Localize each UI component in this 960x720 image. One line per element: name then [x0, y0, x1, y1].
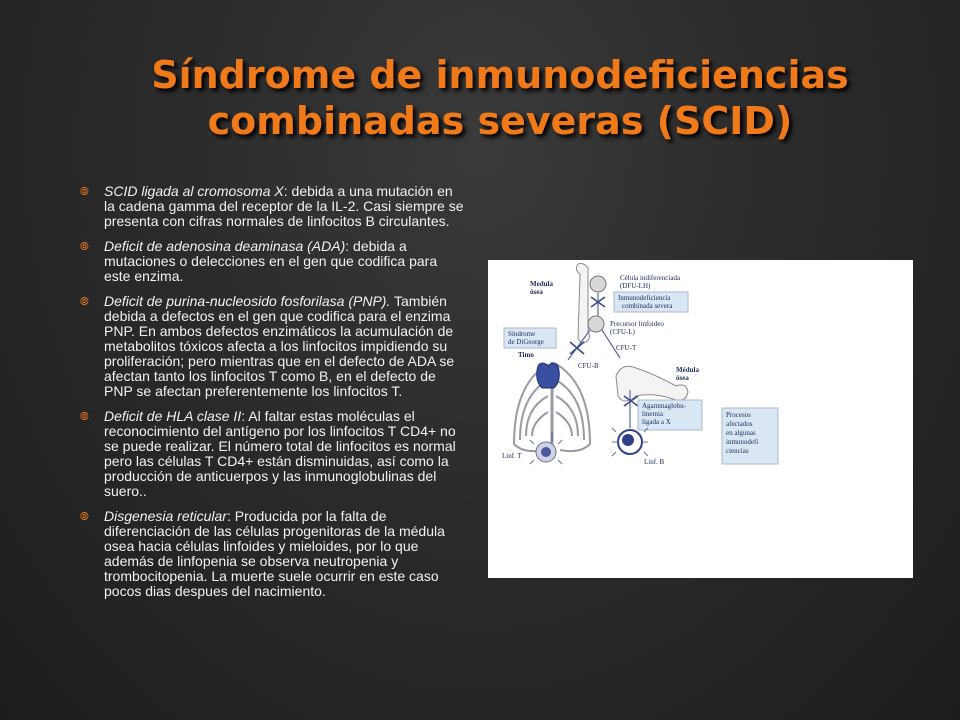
label-medula-2b: ósea — [676, 374, 689, 382]
label-inmuno-b: combinada severa — [622, 302, 673, 310]
bullet-icon: ⦾ — [80, 241, 89, 253]
bullet-icon: ⦾ — [80, 186, 89, 198]
label-celula-b: (DFU-LH) — [620, 282, 651, 290]
title-line-2: combinadas severas (SCID) — [207, 99, 793, 143]
label-inmuno: Inmunodeficiencia — [618, 294, 671, 302]
bullet-text: : Al faltar estas moléculas el reconocimiento del antígeno por los linfocitos T CD4+ no se puede realizar. El número total de linfocitos es normal pero las células T CD4+ están disminuidas, así como la producción de anticuerpos y las inmunoglobulinas del suero.. — [104, 408, 456, 499]
label-medula-1: Medula — [530, 280, 553, 288]
thymus-icon — [537, 363, 560, 388]
bullet-text: : debida a una mutación en la cadena gamma del receptor de la IL-2. Casi siempre se presenta con cifras normales de linfocitos B circulantes. — [104, 183, 464, 229]
label-linfb: Linf. B — [644, 458, 665, 466]
bullet-term: Disgenesia reticular — [104, 508, 227, 524]
label-agamma: Agammaglobu- — [642, 402, 686, 410]
legend-line: afectados — [726, 420, 753, 428]
bullet-term: SCID ligada al cromosoma X — [104, 183, 284, 199]
block-x-icon — [570, 342, 584, 354]
label-timo: Timo — [518, 351, 534, 359]
label-medula-1b: ósea — [530, 288, 543, 296]
stem-cell-icon — [590, 276, 606, 292]
label-digeorge: Síndrome — [508, 330, 536, 338]
label-cfub: CFU-B — [578, 362, 599, 370]
label-precursor: Precursor linfoideo — [610, 320, 664, 328]
bullet-text: : Producida por la falta de diferenciación de las células progenitoras de la médula osea hacia células linfoides y mieloides, por lo que además de linfopenia se observa neutropenia y trombocitopenia. La muerte suele ocurrir en este caso pocos dias despues del nacimiento. — [104, 508, 445, 599]
bullet-icon: ⦾ — [80, 511, 89, 523]
bullet-text: : debida a mutaciones o delecciones en el gen que codifica para este enzima. — [104, 238, 438, 284]
legend-line: Procesos — [726, 411, 751, 419]
bullet-item — [80, 294, 466, 399]
bone-icon — [576, 264, 589, 343]
bullet-term: Deficit de HLA clase II — [104, 408, 242, 424]
bullet-item — [80, 509, 466, 599]
bullet-list — [80, 184, 466, 609]
bullet-text: También debida a defectos en el gen que codifica para el enzima PNP. En ambos defectos enzimáticos la acumulación de metabolitos tóxicos afecta a los linfocitos impidiendo su proliferación; pero mientras que en el defecto de ADA se afectan tanto los linfocitos T como B, en el defecto de PNP se afectan preferentemente los linfocitos T. — [104, 293, 455, 399]
bullet-icon: ⦾ — [80, 296, 89, 308]
b-cell-icon — [612, 428, 648, 456]
legend-line: inmunodefi — [726, 438, 759, 446]
title-line-1: Síndrome de inmunodeficiencias — [151, 53, 849, 97]
scid-diagram — [488, 260, 913, 578]
precursor-cell-icon — [588, 316, 604, 332]
label-celula: Célula indiferenciada — [620, 274, 681, 282]
bullet-term: Deficit de purina-nucleosido fosforilasa (PNP). — [104, 293, 391, 309]
label-cfut: CFU-T — [616, 344, 637, 352]
label-precursor-b: (CFU-L) — [610, 328, 635, 336]
bullet-item — [80, 239, 466, 284]
legend-line: en algunas — [726, 429, 756, 437]
diagram-svg — [488, 260, 913, 578]
slide-title — [100, 52, 900, 144]
label-medula-2: Médula — [676, 366, 699, 374]
bullet-term: Deficit de adenosina deaminasa (ADA) — [104, 238, 346, 254]
legend-line: ciencias — [726, 447, 749, 455]
label-agamma-c: ligada a X — [642, 418, 671, 426]
bullet-icon: ⦾ — [80, 411, 89, 423]
bullet-item — [80, 184, 466, 229]
bullet-item — [80, 409, 466, 499]
label-agamma-b: linemia — [642, 410, 663, 418]
label-linft: Linf. T — [502, 452, 522, 460]
label-digeorge-b: de DiGeorge — [508, 338, 544, 346]
